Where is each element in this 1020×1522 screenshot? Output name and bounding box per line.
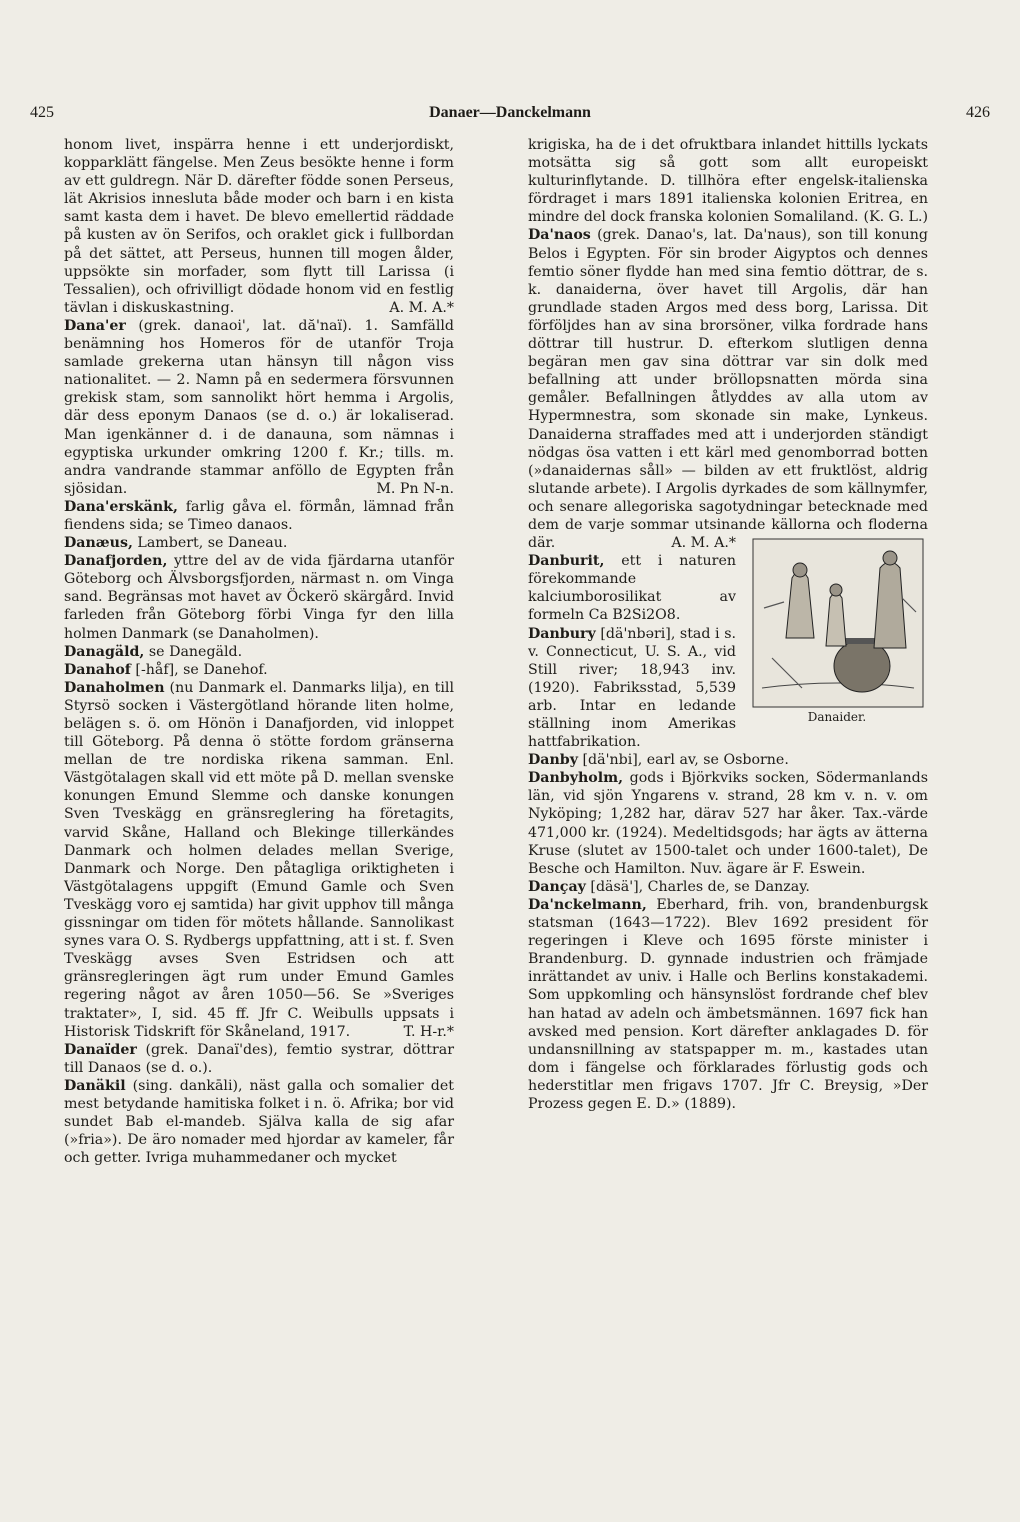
entry: Danby [dä'nbi], earl av, se Osborne.: [528, 752, 789, 769]
signature: M. Pn N-n.: [376, 480, 454, 497]
headword: Danby: [528, 752, 578, 769]
running-title: Danaer—Danckelmann: [429, 104, 591, 121]
entry: Danbyholm, gods i Björkviks socken, Södermanlands län, vid sjön Yngarens v. strand, 28 km v. n. v. om Nyköping; 1,282 har, därav 527 har åker. Tax.-värde 471,000 kr. (1924). Medeltidsgods; har ägts av ätterna Kruse (slutet av 1500-talet och under 1600-talet), De Besche och Hamilton. Nuv. ägare är F. Eswein.: [528, 770, 928, 877]
headword: Da'naos: [528, 227, 591, 244]
entry: Dana'er (grek. danaoi', lat. dă'naï). 1. Samfälld benämning hos Homeros för de utanför Troja samlade grekerna utan hänsyn till någon viss nationalitet. — 2. Namn på en sedermera försvunnen grekisk stam, som sannolikt hört hemma i Argolis, där dess eponym Danaos (se d. o.) är lokaliserad. Man igenkänner d. i de danauna, som nämnas i egyptiska urkunder omkring 1200 f. Kr.; tills. m. andra vandrande stammar anföllo de Egypten från sjösidan. M. Pn N-n.: [64, 317, 455, 497]
signature: A. M. A.*: [389, 299, 454, 316]
entry: Da'nckelmann, Eberhard, frih. von, brandenburgsk statsman (1643—1722). Blev 1692 president för regeringen i Kleve och 1695 förste minister i Brandenburg. D. gynnade industrien och främjade inrättandet av univ. i Halle och Berlins konstakademi. Som uppkomling och hänsynslöst fordrande chef blev han hatad av adeln och ämbetsmännen. 1697 fick han avsked med pension. Kort därefter anklagades D. för undansnillning av statspapper m. m., kastades utan dom i fängelse och förklarades förlustig gods och hederstitlar men frigavs 1707. Jfr C. Breysig, »Der Prozess gegen E. D.» (1889).: [528, 896, 928, 1112]
headword: Danbyholm,: [528, 770, 624, 787]
headword: Dana'er: [64, 317, 126, 334]
entry: Da'naos (grek. Danao's, lat. Da'naus), son till konung Belos i Egypten. För sin broder Aigyptos och dennes femtio söner flydde han med sina femtio döttrar, de s. k. danaiderna, över havet till Argolis, där han grundlade staden Argos med dess borg, Larissa. Dit förföljdes han av sina brorsöner, vilka fordrade hans döttrar till hustrur. D. efterkom slutligen denna begäran men gav sina döttrar var sin dolk med befallning att under bröllopsnatten mörda sina gemåler. Befallningen åtlyddes av alla utom av Hypermnestra, som skonade sin make, Lynkeus. Danaiderna straffades med att i underjorden ständigt nödgas ösa vatten i ett kärl med genomborrad botten (»danaidernas såll» — bilden av ett fruktlöst, aldrig slutande arbete). I Argolis dyrkades de som källnymfer, och senare allegoriska sagotydningar betecknade med dem de varje sommar utsinande källorna och floderna där. Danaider. A. M. A.*: [528, 226, 928, 552]
figure-caption: Danaider.: [807, 710, 867, 725]
headword: Danagäld,: [64, 643, 145, 660]
headword: Danburit,: [528, 553, 605, 570]
entry: Danburit, ett i naturen förekommande kalciumborosilikat av formeln Ca B2Si2O8.: [528, 553, 737, 624]
signature: T. H-r.*: [403, 1023, 454, 1040]
page-header: [30, 104, 990, 128]
danaider-figure: [746, 538, 928, 726]
entry-text: honom livet, inspärra henne i ett underjordiskt, kopparklätt fängelse. Men Zeus besökte henne i form av ett guldregn. När D. därefter födde sonen Perseus, lät Akrisios innesluta både moder och barn i en kista samt kasta dem i havet. De blevo emellertid räddade på kusten av ön Serifos, och oraklet gick i fullbordan på det sättet, att Perseus, hunnen till mogen ålder, uppsökte sin morfader, som flytt till Larissa (i Tessalien), och ofrivilligt dödade honom vid en festlig tävlan i diskuskastning. A. M. A.*: [64, 137, 454, 316]
page-number-left: 425: [30, 104, 54, 121]
entry: Dançay [däsä'], Charles de, se Danzay.: [528, 878, 810, 895]
entry: Danaholmen (nu Danmark el. Danmarks lilja), en till Styrsö socken i Västergötland hörande liten holme, belägen s. ö. om Hönön i Danafjorden, vid inloppet till Göteborg. På denna ö stötte fordom gränserna mellan de tre nordiska rikena samman. Enl. Västgötalagen skall vid ett möte på D. mellan svenske konungen Emund Slemme och danske konungen Sven Tveskägg en gränsreglering ha företagits, varvid Skåne, Halland och Blekinge tillerkändes Danmark och holmen delades mellan Sverige, Danmark och Norge. Den påtagliga oriktigheten i Västgötalagens uppgift (Emund Gamle och Sven Tveskägg voro ej samtida) har givit upphov till många gissningar om tiden för mötets hållande. Sannolikast synes vara O. S. Rydbergs uppfattning, att i st. f. Sven Tveskägg avses Sven Estridsen och att gränsregleringen ägt rum under Emund Gamles regering något av åren 1050—56. Se »Sveriges traktater», I, sid. 45 ff. Jfr C. Weibulls uppsats i Historisk Tidskrift för Skåneland, 1917. T. H-r.*: [64, 679, 454, 1040]
page-number-right: 426: [966, 104, 990, 121]
headword: Danæus,: [64, 535, 133, 552]
entry: Danagäld, se Danegäld.: [64, 643, 243, 660]
entry: Danafjorden, yttre del av de vida fjärdarna utanför Göteborg och Älvsborgsfjorden, närmast n. om Vinga sand. Begränsas mot havet av Öckerö skärgård. Invid farleden från Göteborg förbi Vinga fyr den lilla holmen Danmark (se Danaholmen).: [64, 553, 454, 642]
headword: Dançay: [528, 878, 586, 895]
headword: Danaïder: [64, 1041, 137, 1058]
danaider-illustration: [752, 538, 924, 708]
entry: Danahof [-håf], se Danehof.: [64, 661, 268, 678]
headword: Danäkil: [64, 1077, 126, 1094]
signature: (K. G. L.): [863, 209, 928, 226]
entry: Danæus, Lambert, se Daneau.: [64, 535, 288, 552]
entry: Danäkil (sing. dankāli), näst galla och somalier det mest betydande hamitiska folket i n. ö. Afrika; bor vid sundet Bab el-mandeb. Själva kalla de sig afar (»fria»). De äro nomader med hjordar av kameler, får och getter. Ivriga muhammedaner och mycket: [64, 1077, 454, 1167]
entry: Danaïder (grek. Danaï'des), femtio systrar, döttrar till Danaos (se d. o.).: [64, 1041, 454, 1076]
signature: A. M. A.*: [671, 535, 736, 552]
left-column: [64, 136, 454, 1167]
headword: Da'nckelmann,: [528, 896, 647, 913]
headword: Danafjorden,: [64, 553, 168, 570]
right-column: [528, 136, 928, 1113]
entry: Danbury [dä'nbəri], stad i s. v. Connecticut, U. S. A., vid Still river; 18,943 inv. (1920). Fabriksstad, 5,539 arb. Intar en ledande ställning inom Amerikas hattfabrikation.: [528, 625, 736, 751]
headword: Danahof: [64, 661, 131, 678]
headword: Danbury: [528, 625, 596, 642]
headword: Dana'erskänk,: [64, 498, 178, 515]
headword: Danaholmen: [64, 679, 165, 696]
entry-text: krigiska, ha de i det ofruktbara inlandet hittills lyckats motsätta sig så gott som allt europeiskt kulturinflytande. D. tillhöra efter engelsk-italienska fördraget i mars 1891 italienska kolonien Eritrea, en mindre del dock franska kolonien Somaliland. (K. G. L.): [528, 137, 928, 226]
entry: Dana'erskänk, farlig gåva el. förmån, lämnad från fiendens sida; se Timeo danaos.: [64, 498, 454, 533]
